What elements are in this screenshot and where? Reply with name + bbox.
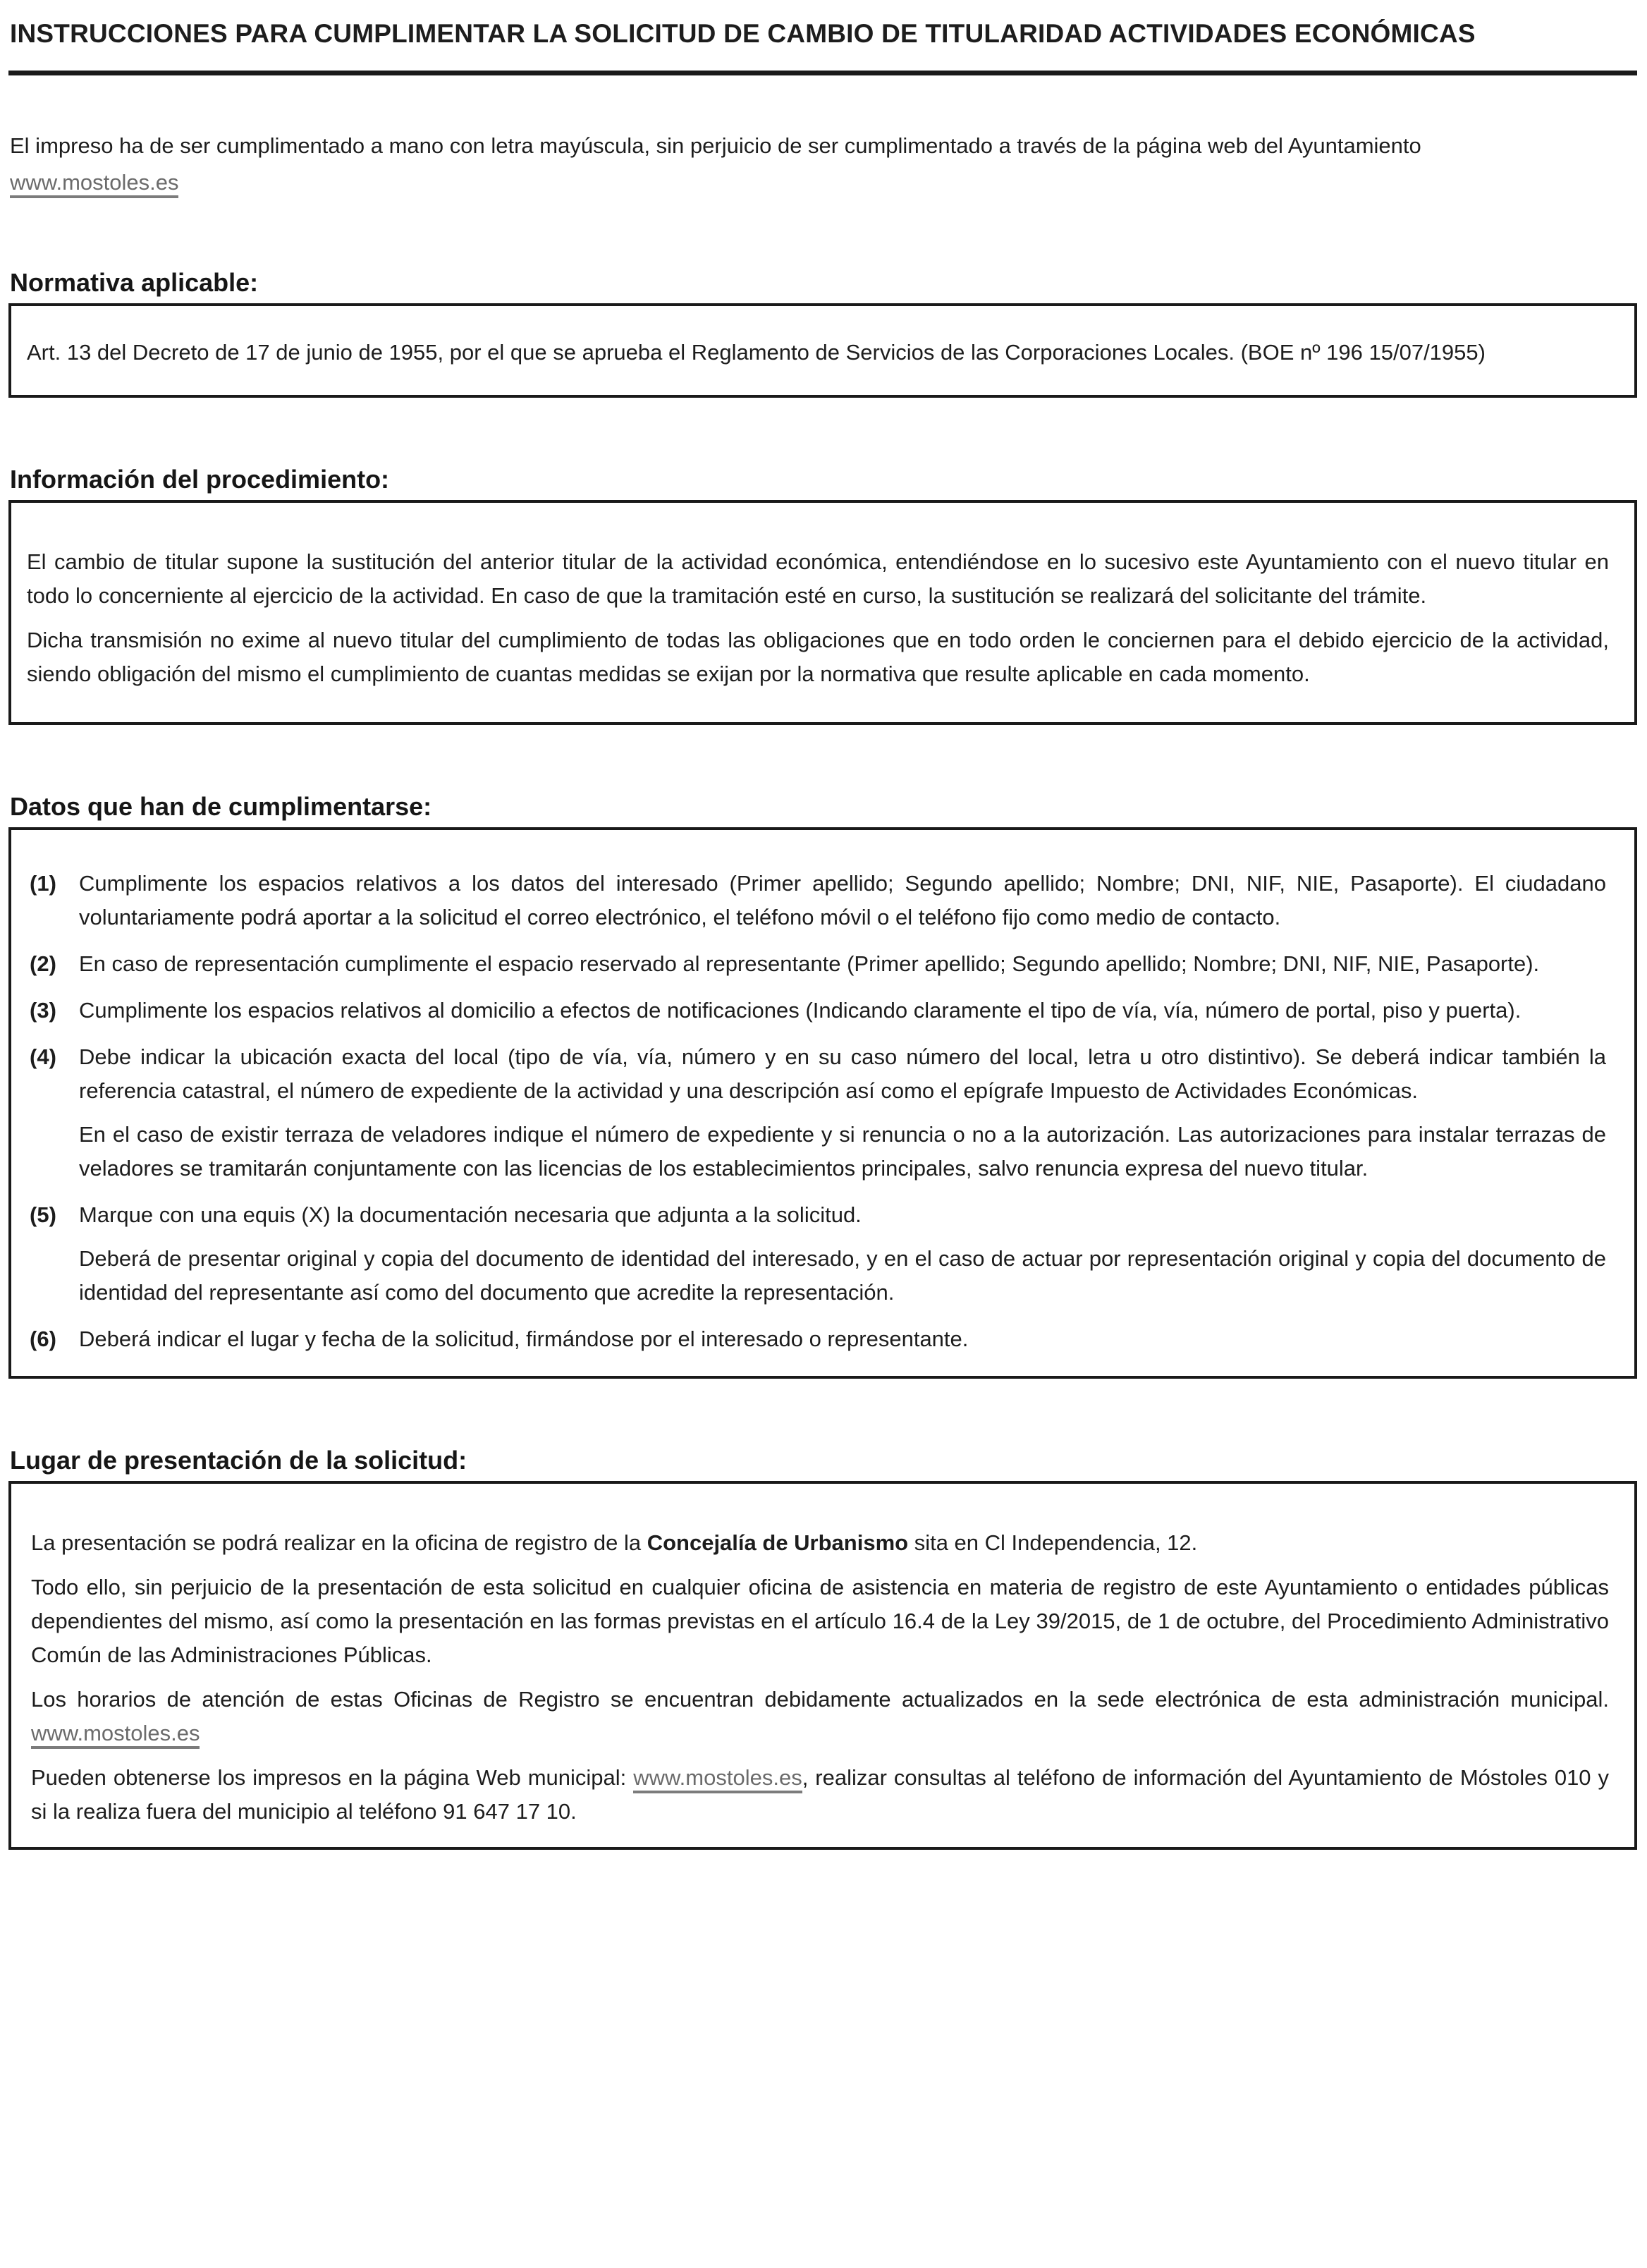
item-text <box>79 867 1606 934</box>
item-paragraph: Cumplimente los espacios relativos a los datos del interesado (Primer apellido; Segundo apellido; Nombre; DNI, NIF, NIE, Pasaporte). El ciudadano voluntariamente podrá aportar a la solicitud el correo electrónico, el teléfono móvil o el teléfono fijo como medio de contacto. <box>79 871 1606 929</box>
intro-paragraph <box>10 128 1637 201</box>
heading-datos: Datos que han de cumplimentarse: <box>10 792 432 821</box>
lugar-p1-pre: La presentación se podrá realizar en la oficina de registro de la <box>31 1530 647 1555</box>
lugar-p1-bold: Concejalía de Urbanismo <box>647 1530 909 1555</box>
box-informacion <box>8 500 1637 725</box>
lugar-paragraph-1 <box>31 1526 1609 1560</box>
list-item-6 <box>30 1322 1606 1356</box>
lugar-paragraph-4 <box>31 1761 1609 1829</box>
normativa-body: Art. 13 del Decreto de 17 de junio de 1955, por el que se aprueba el Reglamento de Servicios de las Corporaciones Locales. (BOE nº 196 15/07/1955) <box>27 340 1486 365</box>
item-text <box>79 994 1606 1028</box>
item-paragraph: Deberá de presentar original y copia del documento de identidad del interesado, y en el caso de actuar por representación original y copia del documento de identidad del representante así como del documento que acredite la representación. <box>79 1246 1606 1305</box>
page-title: INSTRUCCIONES PARA CUMPLIMENTAR LA SOLICITUD DE CAMBIO DE TITULARIDAD ACTIVIDADES ECONÓMICAS <box>10 19 1476 48</box>
lugar-p1-post: sita en Cl Independencia, 12. <box>908 1530 1198 1555</box>
item-number: (4) <box>30 1044 56 1069</box>
intro-mostoles-link[interactable]: www.mostoles.es <box>10 170 178 198</box>
informacion-paragraph-2: Dicha transmisión no exime al nuevo titular del cumplimiento de todas las obligaciones que en todo orden le conciernen para el debido ejercicio de la actividad, siendo obligación del mismo el cumplimiento de cuantas medidas se exijan por la normativa que resulte aplicable en cada momento. <box>27 628 1609 686</box>
item-paragraph: En el caso de existir terraza de veladores indique el número de expediente y si renuncia o no a la autorización. Las autorizaciones para instalar terrazas de veladores se tramitarán conjuntamente con las licencias de los establecimientos principales, salvo renuncia expresa del nuevo titular. <box>79 1122 1606 1181</box>
heading-normativa: Normativa aplicable: <box>10 268 259 297</box>
item-paragraph: Debe indicar la ubicación exacta del local (tipo de vía, vía, número y en su caso número del local, letra u otro distintivo). Se deberá indicar también la referencia catastral, el número de expediente de la actividad y una descripción así como el epígrafe Impuesto de Actividades Económicas. <box>79 1044 1606 1103</box>
list-item-5 <box>30 1198 1606 1310</box>
item-paragraph: En caso de representación cumplimente el espacio reservado al representante (Primer apellido; Segundo apellido; Nombre; DNI, NIF, NIE, Pasaporte). <box>79 951 1540 976</box>
item-text <box>79 947 1606 981</box>
box-normativa <box>8 303 1637 398</box>
informacion-paragraph-1: El cambio de titular supone la sustitución del anterior titular de la actividad económica, entendiéndose en lo sucesivo este Ayuntamiento con el nuevo titular en todo lo concerniente al ejercicio de la actividad. En caso de que la tramitación esté en curso, la sustitución se realizará del solicitante del trámite. <box>27 549 1609 608</box>
item-number: (2) <box>30 951 56 976</box>
item-text <box>79 1322 1606 1356</box>
lugar-p4-post: , realizar consultas al teléfono de información del Ayuntamiento de Móstoles 010 y si la realiza fuera del municipio al teléfono 91 647 17 10. <box>31 1765 1610 1824</box>
list-item-4 <box>30 1040 1606 1185</box>
list-item-2 <box>30 947 1606 981</box>
item-paragraph: Marque con una equis (X) la documentación necesaria que adjunta a la solicitud. <box>79 1202 862 1227</box>
item-number: (3) <box>30 998 56 1023</box>
item-text <box>79 1040 1606 1185</box>
title-rule <box>8 71 1637 75</box>
lugar-paragraph-3 <box>31 1683 1609 1750</box>
lugar-p3-text: Los horarios de atención de estas Oficinas de Registro se encuentran debidamente actualizados en la sede electrónica de esta administración municipal. <box>31 1687 1609 1712</box>
box-datos <box>8 827 1637 1379</box>
item-number: (5) <box>30 1202 56 1227</box>
item-paragraph: Cumplimente los espacios relativos al domicilio a efectos de notificaciones (Indicando claramente el tipo de vía, vía, número de portal, piso y puerta). <box>79 998 1522 1023</box>
item-number: (6) <box>30 1327 56 1351</box>
item-text <box>79 1198 1606 1310</box>
heading-informacion: Información del procedimiento: <box>10 465 390 494</box>
lugar-p4-pre: Pueden obtenerse los impresos en la página Web municipal: <box>31 1765 634 1790</box>
lugar-web-mostoles-link[interactable]: www.mostoles.es <box>633 1765 802 1793</box>
heading-lugar: Lugar de presentación de la solicitud: <box>10 1446 467 1475</box>
list-item-3 <box>30 994 1606 1028</box>
item-number: (1) <box>30 871 56 896</box>
list-item-1 <box>30 867 1606 934</box>
lugar-paragraph-2: Todo ello, sin perjuicio de la presentación de esta solicitud en cualquier oficina de asistencia en materia de registro de este Ayuntamiento o entidades públicas dependientes del mismo, así como la presentación en las formas previstas en el artículo 16.4 de la Ley 39/2015, de 1 de octubre, del Procedimiento Administrativo Común de las Administraciones Públicas. <box>31 1575 1609 1667</box>
intro-text: El impreso ha de ser cumplimentado a mano con letra mayúscula, sin perjuicio de ser cumplimentado a través de la página web del Ayuntamiento <box>10 133 1421 158</box>
box-lugar <box>8 1481 1637 1850</box>
lugar-mostoles-link[interactable]: www.mostoles.es <box>31 1721 200 1749</box>
item-paragraph: Deberá indicar el lugar y fecha de la solicitud, firmándose por el interesado o representante. <box>79 1327 969 1351</box>
